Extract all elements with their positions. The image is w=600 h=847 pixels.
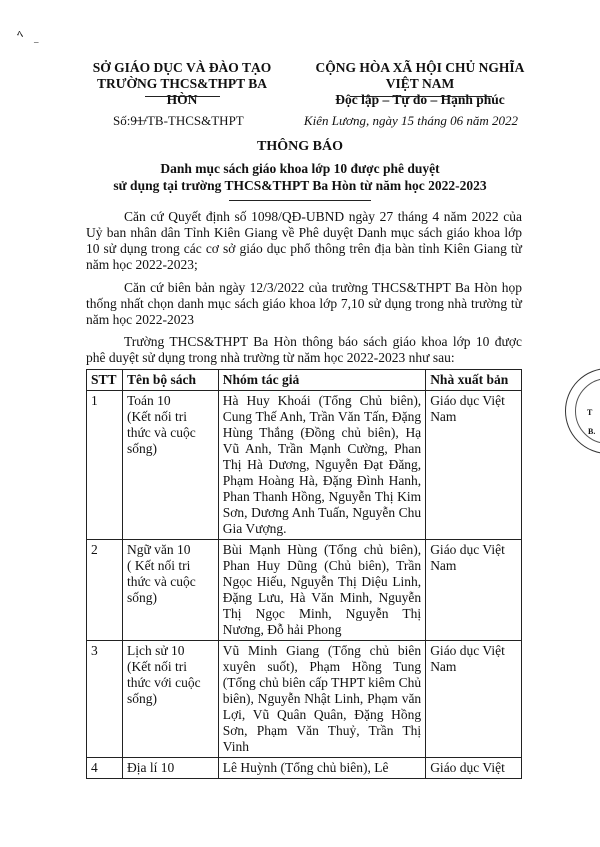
document-title: THÔNG BÁO xyxy=(257,139,343,154)
national-heading xyxy=(300,60,540,108)
cell-publisher: Giáo dục Việt xyxy=(426,758,522,779)
textbook-table xyxy=(86,369,522,779)
subtitle-line-2: sử dụng tại trường THCS&THPT Ba Hòn từ năm học 2022-2023 xyxy=(113,178,487,193)
issuer-underline xyxy=(145,96,220,97)
cell-authors: Vũ Minh Giang (Tổng chủ biên xuyên suốt), Phạm Hồng Tung (Tổng chủ biên cấp THPT kiêm Chủ biên), Nguyễn Nhật Linh, Phạm văn Lợi, Vũ Quân Quân, Đặng Hồng Sơn, Phạm Văn Thuỷ, Trần Thị Vinh xyxy=(218,641,425,758)
table-row xyxy=(87,758,522,779)
paragraph-legal-basis-2: Căn cứ biên bản ngày 12/3/2022 của trường THCS&THPT Ba Hòn họp thống nhất chọn danh mục sách giáo khoa lớp 7,10 sử dụng trong nhà trường từ năm học 2022-2023 xyxy=(86,280,522,327)
issuer-block xyxy=(82,60,282,108)
col-header-stt: STT xyxy=(87,370,123,391)
cell-book: Lịch sử 10 (Kết nối tri thức với cuộc sống) xyxy=(122,641,218,758)
cell-stt: 3 xyxy=(87,641,123,758)
document-number: Số:9̶1̶/TB-THCS&THPT xyxy=(113,113,244,128)
seal-text-top: T xyxy=(587,408,593,417)
col-header-authors: Nhóm tác giả xyxy=(218,370,425,391)
col-header-book: Tên bộ sách xyxy=(122,370,218,391)
cell-publisher: Giáo dục Việt Nam xyxy=(426,641,522,758)
place-date: Kiên Lương, ngày 15 tháng 06 năm 2022 xyxy=(303,113,518,128)
subtitle-underline xyxy=(229,200,371,201)
paragraph-announcement: Trường THCS&THPT Ba Hòn thông báo sách giáo khoa lớp 10 được phê duyệt sử dụng trong nhà trường từ năm học 2022-2023 như sau: xyxy=(86,334,522,365)
table-row xyxy=(87,641,522,758)
scan-mark: ﾍ xyxy=(17,27,24,41)
paragraph-legal-basis-1: Căn cứ Quyết định số 1098/QĐ-UBND ngày 27 tháng 4 năm 2022 của Uỷ ban nhân dân Tỉnh Kiên Giang về Phê duyệt Danh mục sách giáo khoa lớp 10 sử dụng trong các cơ sở giáo dục phổ thông trên địa bàn tỉnh Kiên Giang từ năm học 2022-2023; xyxy=(86,209,522,272)
col-header-publisher: Nhà xuất bản xyxy=(426,370,522,391)
cell-authors: Bùi Mạnh Hùng (Tổng chủ biên), Phan Huy Dũng (Chủ biên), Trần Ngọc Hiếu, Nguyễn Thị Diệu Linh, Đặng Lưu, Hà Văn Minh, Nguyễn Thị Ngọc Minh, Nguyễn Thị Nương, Đỗ hải Phong xyxy=(218,540,425,641)
table-row xyxy=(87,540,522,641)
motto-underline xyxy=(350,96,492,97)
cell-book: Địa lí 10 xyxy=(122,758,218,779)
issuer-department: SỞ GIÁO DỤC VÀ ĐÀO TẠO xyxy=(92,60,272,75)
table-row xyxy=(87,391,522,540)
cell-stt: 2 xyxy=(87,540,123,641)
cell-publisher: Giáo dục Việt Nam xyxy=(426,391,522,540)
cell-authors: Hà Huy Khoái (Tổng Chủ biên), Cung Thế Anh, Trần Văn Tấn, Đặng Hùng Thắng (Đồng chủ biên), Hạ Vũ Anh, Trần Mạnh Cường, Phan Thị Hà Dương, Nguyễn Đạt Đăng, Phạm Hoàng Hà, Đặng Đình Hanh, Phan Thanh Hồng, Nguyễn Thị Kim Sơn, Dương Anh Tuấn, Nguyễn Chu Gia Vượng. xyxy=(218,391,425,540)
seal-text-bottom: B. xyxy=(588,427,596,436)
subtitle-line-1: Danh mục sách giáo khoa lớp 10 được phê duyệt xyxy=(160,161,440,176)
national-name: CỘNG HÒA XÃ HỘI CHỦ NGHĨA VIỆT NAM xyxy=(315,60,525,91)
table-header-row xyxy=(87,370,522,391)
national-motto: Độc lập – Tự do – Hạnh phúc xyxy=(335,92,505,107)
cell-authors: Lê Huỳnh (Tổng chủ biên), Lê xyxy=(218,758,425,779)
cell-publisher: Giáo dục Việt Nam xyxy=(426,540,522,641)
document-subtitle xyxy=(70,160,530,194)
cell-stt: 1 xyxy=(87,391,123,540)
cell-book: Ngữ văn 10 ( Kết nối tri thức và cuộc sống) xyxy=(122,540,218,641)
scan-mark-small: – xyxy=(34,37,39,47)
cell-stt: 4 xyxy=(87,758,123,779)
issuer-school: TRƯỜNG THCS&THPT BA HÒN xyxy=(96,76,268,107)
cell-book: Toán 10 (Kết nối tri thức và cuộc sống) xyxy=(122,391,218,540)
